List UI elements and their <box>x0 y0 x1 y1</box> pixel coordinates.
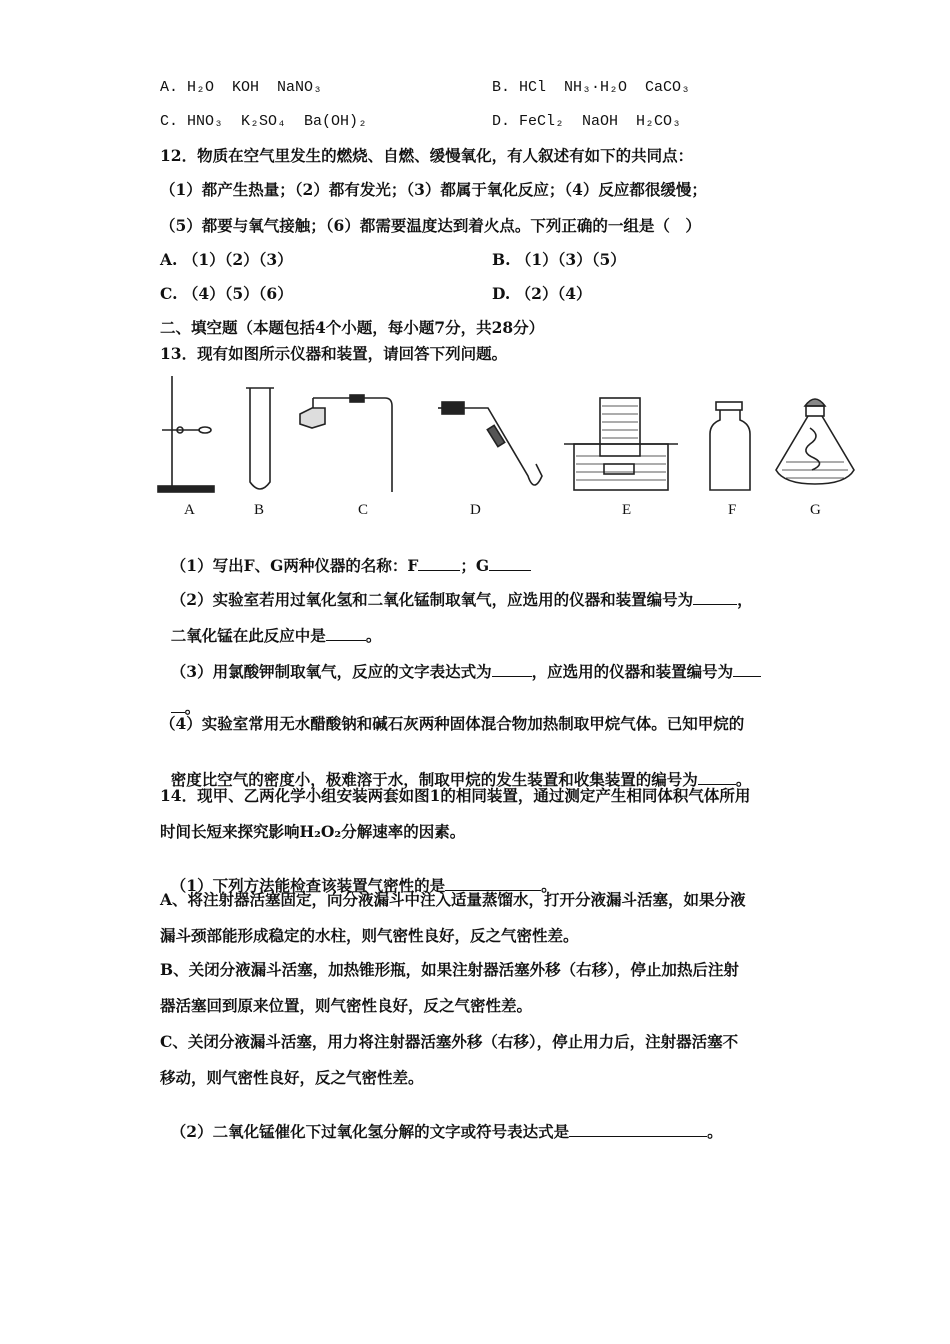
q12-option-a: A. （1）（2）（3） <box>160 250 293 269</box>
q13-part-3: （3）用氯酸钾制取氧气，反应的文字表达式为 ，应选用的仪器和装置编号为 <box>160 642 761 682</box>
q12-option-c: C. （4）（5）（6） <box>160 284 293 303</box>
delivery-tube-icon <box>438 402 542 485</box>
q12-option-b: B. （1）（3）（5） <box>492 250 626 269</box>
label-g: G <box>810 502 821 518</box>
q14-option-a-2: 漏斗颈部能形成稳定的水柱，则气密性良好，反之气密性差。 <box>160 926 579 945</box>
q11-option-c: C. HNO₃ K₂SO₄ Ba(OH)₂ <box>160 113 368 130</box>
q14-option-c-1: C、关闭分液漏斗活塞，用力将注射器活塞外移（右移），停止用力后，注射器活塞不 <box>160 1032 739 1051</box>
answer-blank-equation[interactable] <box>569 1122 707 1137</box>
q14-stem-1: 14．现甲、乙两化学小组安装两套如图1的相同装置，通过测定产生相同体积气体所用 <box>160 786 751 805</box>
answer-blank-g[interactable] <box>489 556 531 571</box>
label-d: D <box>470 502 481 518</box>
q14-option-c-2: 移动，则气密性良好，反之气密性差。 <box>160 1068 424 1087</box>
q11-option-d: D. FeCl₂ NaOH H₂CO₃ <box>492 113 682 130</box>
q14-part-2: （2）二氧化锰催化下过氧化氢分解的文字或符号表达式是 。 <box>170 1122 723 1141</box>
label-e: E <box>622 502 632 518</box>
alcohol-lamp-icon <box>776 399 854 484</box>
label-b: B <box>254 502 265 518</box>
q12-option-d: D. （2）（4） <box>492 284 592 303</box>
apparatus-figure <box>150 366 865 501</box>
q13-part-4a: （4）实验室常用无水醋酸钠和碱石灰两种固体混合物加热制取甲烷气体。已知甲烷的 <box>160 714 745 733</box>
q11-option-a: A. H₂O KOH NaNO₃ <box>160 79 323 96</box>
q12-line-1: （1）都产生热量；（2）都有发光；（3）都属于氧化反应；（4）反应都很缓慢； <box>160 180 707 199</box>
q14-option-b-1: B、关闭分液漏斗活塞，加热锥形瓶，如果注射器活塞外移（右移），停止加热后注射 <box>160 960 739 979</box>
answer-blank-role[interactable] <box>326 626 366 641</box>
q14-option-a-1: A、将注射器活塞固定，向分液漏斗中注入适量蒸馏水，打开分液漏斗活塞，如果分液 <box>160 890 746 909</box>
answer-blank-expression[interactable] <box>492 662 532 677</box>
answer-blank-apparatus-2-cont[interactable] <box>171 698 185 713</box>
answer-blank-f[interactable] <box>418 556 460 571</box>
q13-part-1: （1）写出F、G两种仪器的名称：F ；G <box>160 536 531 576</box>
q12-line-2: （5）都要与氧气接触；（6）都需要温度达到着火点。下列正确的一组是（ ） <box>160 216 701 235</box>
water-trough-icon <box>564 398 678 490</box>
label-c: C <box>358 502 369 518</box>
q11-option-b: B. HCl NH₃·H₂O CaCO₃ <box>492 79 691 96</box>
answer-blank-apparatus-2[interactable] <box>733 662 761 677</box>
answer-blank-apparatus[interactable] <box>693 590 737 605</box>
label-a: A <box>184 502 195 518</box>
q14-part-1: （1）下列方法能检查该装置气密性的是 。 <box>170 876 557 895</box>
q14-option-b-2: 器活塞回到原来位置，则气密性良好，反之气密性差。 <box>160 996 533 1015</box>
answer-blank-airtight[interactable] <box>445 876 541 891</box>
answer-blank-methane[interactable] <box>698 770 736 785</box>
test-tube-icon <box>246 388 274 489</box>
iron-stand-icon <box>158 376 214 492</box>
bent-tube-icon <box>300 395 392 492</box>
q13-part-2: （2）实验室若用过氧化氢和二氧化锰制取氧气，应选用的仪器和装置编号为 ， <box>170 590 753 609</box>
q13-part-4b: 密度比空气的密度小，极难溶于水，制取甲烷的发生装置和收集装置的编号为 。 <box>170 770 752 789</box>
q13-stem: 13．现有如图所示仪器和装置，请回答下列问题。 <box>160 344 508 363</box>
gas-bottle-icon <box>710 402 750 490</box>
label-f: F <box>728 502 737 518</box>
q14-stem-2: 时间长短来探究影响H₂O₂分解速率的因素。 <box>160 822 466 841</box>
q12-stem: 12．物质在空气里发生的燃烧、自燃、缓慢氧化，有人叙述有如下的共同点： <box>160 146 694 165</box>
q13-part-3-cont: 。 <box>160 678 200 718</box>
q13-part-2b: 二氧化锰在此反应中是 。 <box>170 626 382 645</box>
section-heading: 二、填空题（本题包括4个小题，每小题7分，共28分） <box>160 318 545 337</box>
